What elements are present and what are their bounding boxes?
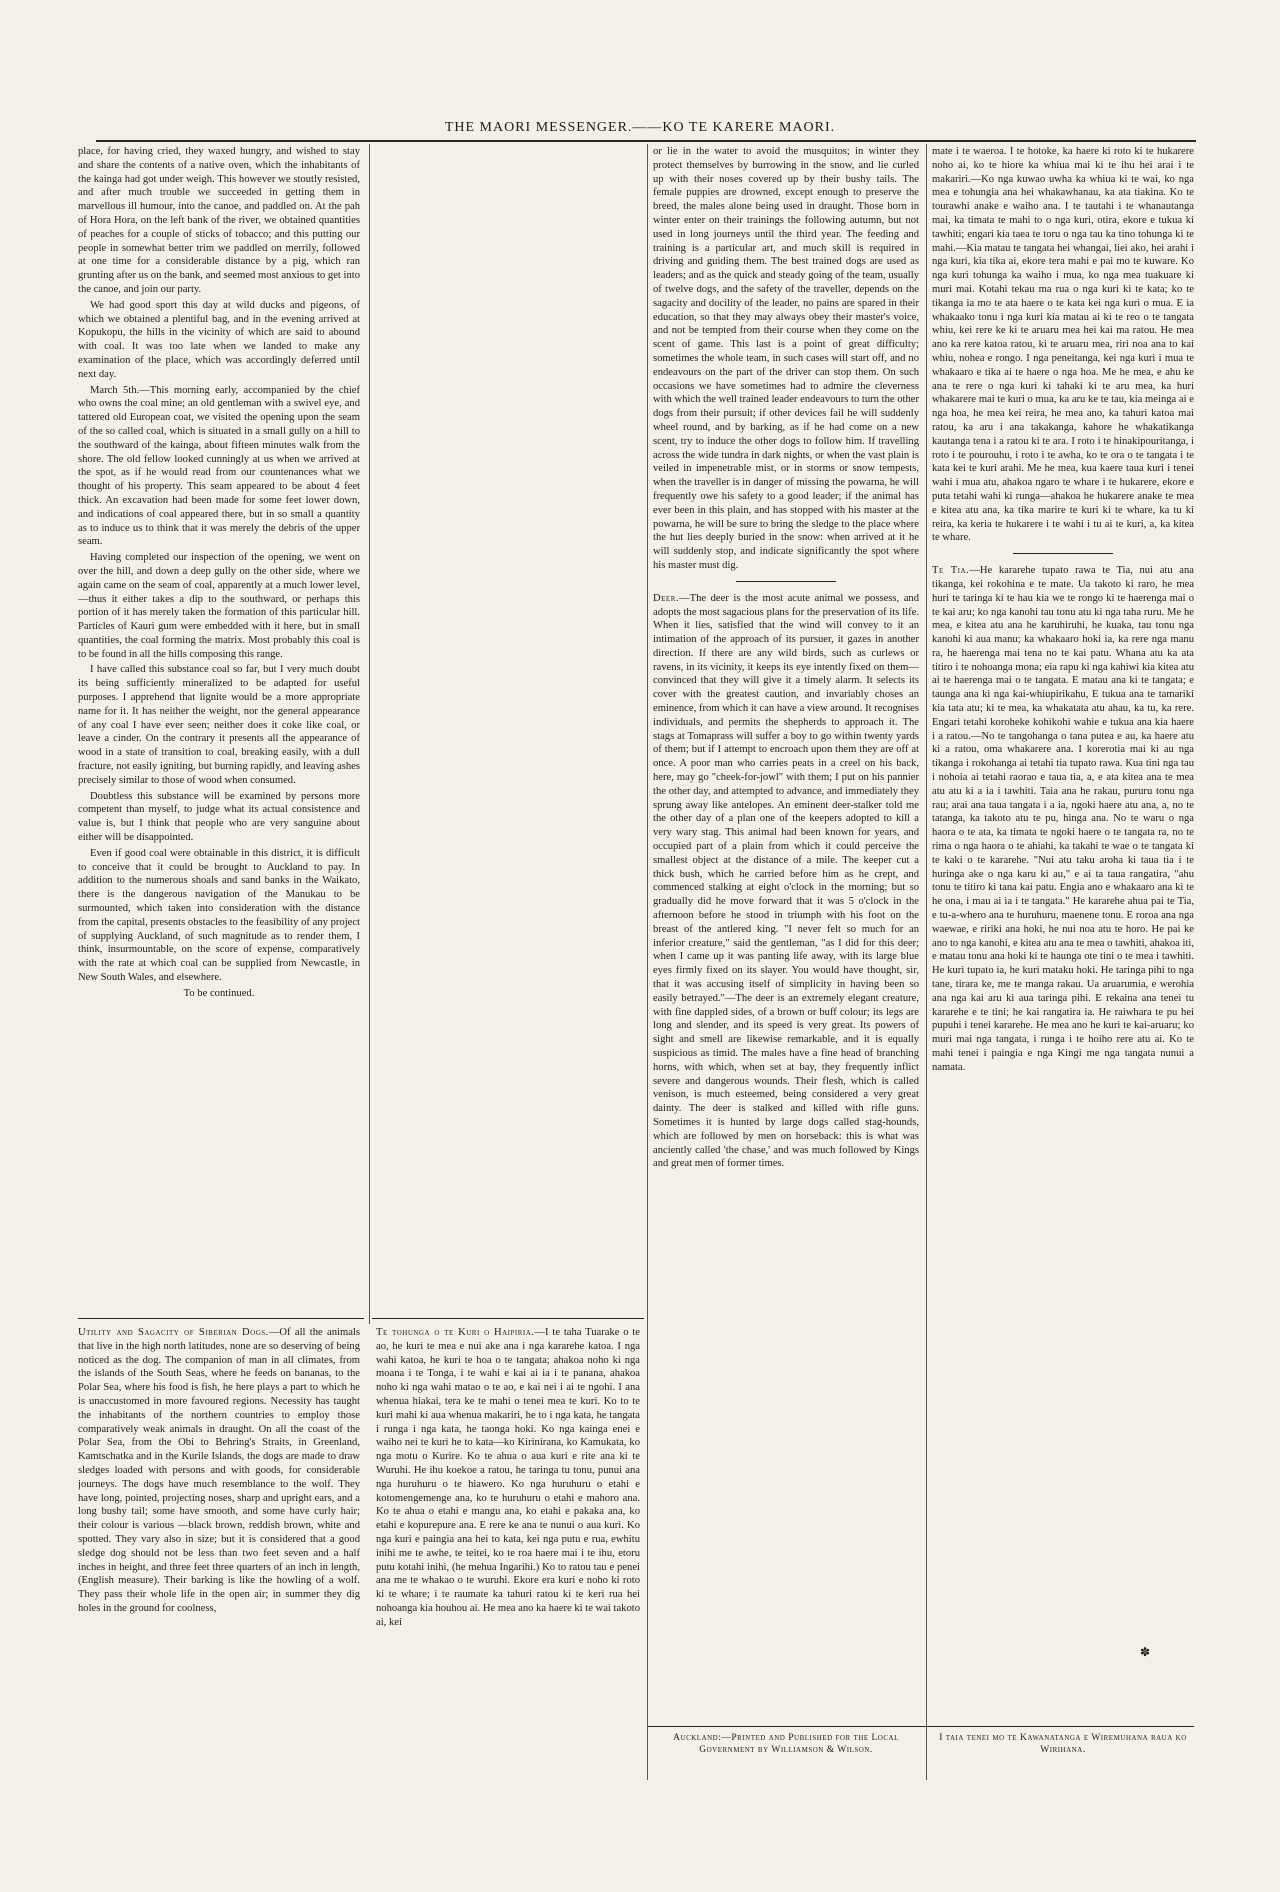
article-heading: Utility and Sagacity of Siberian Dogs. [78,1327,269,1338]
journal-paragraph: Doubtless this substance will be examined by persons more competent than myself, to judge what its actual consistence and value is, but I think that people who are very sanguine about either will be disappointed. [78,790,360,844]
masthead-title: THE MAORI MESSENGER.——KO TE KARERE MAORI. [444,120,836,135]
article-kuri-me-te-tia [932,145,1194,1645]
article-kuri-o-haipiria [376,1326,640,1780]
printers-ornament-icon: ✽ [1140,1645,1151,1659]
to-be-continued: To be continued. [183,987,255,999]
article-dogs-and-deer [653,145,919,1781]
article-text: —I te taha Tuarake o te ao, he kuri te mea e nui ake ana i nga kararehe katoa. I nga wahi katoa, he kuri te hoa o te tangata; ahakoa noho ki nga moana i te Tonga, i te wahi e kai ai ia i te panana, ahakoa noho ki nga wahi matao o te ao, e kai nei i ai te ngohi. I ana whenua hiakai, tera ke te mahi o tenei mea te kuri. Ko to te kuri mahi ki aua whenua makariri, he to i nga kata, he tangata i runga i nga kata, he taonga hoki. Ko nga kainga enei e waiho nei te kuri he to kata—ko Kirinirana, ko Kamukata, ko nga motu o Kurire. Ko te ahua o aua kuri e rite ana ki te Wuruhi. He ihu koekoe a ratou, he taringa tu tonu, punui ana nga huruhuru o te hiawero. Ko nga huruhuru o etahi e kotomengemenge ana, ko te huruhuru o etahi e mahoro ana. Ko te ahua o etahi e mangu ana, ko etahi e pakaka ana, ko etahi e kopurepure ana. E rere ke ana te nunui o aua kuri. Ko nga kuri e paingia ana hei to kata, kei nga putu e rua, ewhitu inihi me te awhe, te teitei, ko te roa haere mai i te ihu, etoru putu kotahi inihi, (he mehua Ingarihi.) Ko to ratou tau e penei ana me te whakao o te wuruhi. Ekore era kuri e noho ki roto ki te whare; i te raumate ka tahuri ratou ki te keri rua hei nohoanga kia houhou ai. He mea ano ka haere ki te wai takoto ai, kei [376,1327,640,1628]
imprint-text: I taia tenei mo te Kawanatanga e Wiremuhana raua ko Wirihana. [939,1733,1187,1755]
article-heading: Te tohunga o te Kuri o Haipiria. [376,1327,535,1338]
article-siberian-dogs [78,1326,360,1780]
article-text: —He kararehe tupato rawa te Tia, nui atu ana tikanga, kei rokohina e te mate. Ua takoto ki raro, he mea huri te taringa ki te hau kia we te rongo ki te haerenga mai o te kai aru; ko nga kanohi tau tonu atu ki nga taha ruru. Me he mea, e kitea atu ana he karuhiruhi, he kuaka, tau tonu nga kanohi ki aua manu; ka whakaaro hoki ia, ka rere nga manu ra, he haerenga mai tena no te kai patu. Whana atu ka ata titiro i te nohoanga mona; eia rapu ki nga kahiwi kia kitea atu ai te haerenga mai o te tangata. E matau ana ki te tangata; e taunga ana ki nga kai-whiupirikahu, E tukua ana te tamariki kia tata atu; ki te mea, ka whakatata atu ahau, ka tu, ka rere. Engari tetahi koroheke kohikohi wahie e tukua ana kia haere i a ratou.—No te tangohanga o tana putea e au, ka haere atu ki a ratou, oma whakarere ana. I korerotia mai ki au nga tikanga i rokohanga ai tetahi tia tupato rawa. Kua tini nga tau i nohoia ai tetahi raorao e taua tia, a, e ata kitea ana te mea atu atu ki a ia i tawhiti. Taia ana he rakau, pururu tonu nga rau; arai ana taua tangata i a ia, ngoki haere atu ana, a, no te tatanga, ka takoto atu te pu, hinga ana. No te waru o nga haora o te ata, ka timata te ngoki haere o te tangata ra, no te rima o nga haora o te ahiahi, ka takahi te wae o te tangata ki te kaki o te kararehe. "Nui atu taku aroha ki taua tia i te huringa ake o nga karu ki au," e ai ta taua rangatira, "ahu tonu te titiro ki tana kai patu. Engia ano e whakaaro ana ki te he ona, i mau ai ia i te tangata." He kararehe ahua pai te Tia, e tu-a-whero ana te huruhuru, maenene tonu. E roroa ana nga waewae, e ririki ana hoki, he nui noa atu te horo. He pai ke ano to nga kanohi, e kitea atu ana te mea o tawhiti, ahakoa iti, e matau tonu ana hoki ki te haunga ote tini o te mea i tawhiti. He kuri tupato ia, he kuri mataku hoki. He taringa pihi to nga tane, tirara ke, me te manga rakau. Ua aruarumia, e werohia ana nga kai aru ki aua taringa pihi. E rekaina ana tenei tu kararehe e te tini; he kai rangatira ia. He raiwhara te pu hei pupuhi i tenei kararehe. He mea ano he kuri te kai-aruaru; ko muri mai nga tangata, i runga i te hoiho rere atu ai. Ko te mahi tenei i paingia e nga Kingi me nga tangata nunui a namata. [932,565,1194,1073]
imprint-english [653,1732,919,1756]
divider-rule [78,1318,364,1319]
article-text: mate i te waeroa. I te hotoke, ka haere ki roto ki te hukarere noho ai, ko te hiore ka whiua mai ki te ihu hei arai i te makariri.—Ko nga kuwao uwha ka whiua ki te wai, ko nga mea e tohungia ana hei whakawhanau, ka ata tiakina. Ko te tourawhi anake e waiho ana. I te tautahi i te whanautanga mai, ka timata te mahi to o nga kuri, otira, ekore e tukua ki tawhiti; engari kia taea te toru o nga tau ka tino tohunga ki te mahi.—Kia matau te tangata hei whangai, liei ako, hei arahi i nga kuri, kia tika ai, ekore tera mahi e pai mo te kuware. Ko nga kuri tohunga ka waiho i mua, ko nga mea tuakuare ki muri mai. Kotahi tekau ma rua o nga kuri ki te kata; ko te tikanga ia mo te ata haere o te kata kei nga kuri o mua. E ia whakaako tonu i nga kuri kia matau ai ki te reo o te tangata whiu, kei rere ke ki te aruaru mea hei kai ma ratou. He mea ano ka rere katoa ratou, ki te aruaru mea, riri noa ana to kai whiu, nohea e rongo. I nga peneitanga, kei nga kuri i mua te whakaaro e tika ai te haere o nga hoa. Me he mea, e ahu ke ana te rere o nga kuri ki tahaki ki te aru mea, ka huri whakarere mai te kuri o mua, ka aru ke te tau, kia meinga ai e nga hoa, he mea kei reira, he mea ano, ka tahuri katoa mai ratou, ka aru i ana takakanga, kahore he whakatikanga kautanga tena i a ratou ki te ara. I roto i te hinakipouritanga, i roto i te pourouhu, i roto i te awha, ko te ora o te tangata i te kata kei te kuri arahi. Me he mea, kua kaere taua kuri i tenei wahi i mua atu, ahakoa ngaro te whare i te hukarere, ekore e puta tetahi wahi ki runga—ahakoa he hukarere anake te mea e kitea atu ana, ka tika marire te kuri ki te whare, ka tu ki reira, ka keria te hukarere i te wahi i tu ai te kuri, a, ka kitea te whare. [932,146,1194,544]
column-rule-2 [647,144,648,1780]
article-heading: Te Tia. [932,565,970,577]
journal-paragraph: I have called this substance coal so far, but I very much doubt its being sufficiently mineralized to be adapted for useful purposes. I apprehend that lignite would be a more appropriate name for it. It has neither the weight, nor the general appearance of any coal I have ever seen; neither does it coke like coal, or leave a cinder. On the contrary it presents all the appearance of wood in a state of transition to coal, breaking easily, with a dull fracture, not easily igniting, but burning rapidly, and leaving ashes precisely similar to those of wood when consumed. [78,664,360,786]
column-rule-1 [369,144,370,1324]
divider-rule [736,581,836,582]
journal-paragraph: Having completed our inspection of the opening, we went on over the hill, and down a deep gully on the other side, where we again came on the seam of coal, apparently at a much lower level,—thus it either takes a dip to the southward, or perhaps this portion of it has merely taken the formation of this particular hill. Particles of Kauri gum were embedded with it here, but in small quantities, the coal forming the matrix. Most probably this coal is to be found in all the hills composing this range. [78,552,360,660]
column-rule-3 [926,144,927,1780]
imprint-text: Auckland:—Printed and Published for the Local Government by Williamson & Wilson. [673,1733,899,1755]
article-text: —Of all the animals that live in the high north latitudes, none are so deserving of being noticed as the dog. The companion of man in all climates, from the islands of the South Seas, where he feeds on bananas, to the Polar Sea, where his food is fish, he here plays a part to which he is unaccustomed in more favoured regions. Necessity has taught the inhabitants of the northern countries to employ those comparatively weak animals in draught. On all the coast of the Polar Sea, from the Obi to Behring's Straits, in Greenland, Kamtschatka and in the Kurile Islands, the dogs are made to draw sledges loaded with persons and with goods, for considerable journeys. The dogs have much resemblance to the wolf. They have long, pointed, projecting noses, sharp and upright ears, and a long bushy tail; some have smooth, and some have curly hair; their colour is various —black brown, reddish brown, white and spotted. They vary also in size; but it is considered that a good sledge dog should not be less than two feet seven and a half inches in height, and three feet three quarters of an inch in length, (English measure). Their barking is like the howling of a wolf. They pass their whole life in the open air; in summer they dig holes in the ground for coolness, [78,1327,360,1614]
article-heading: Deer. [653,592,680,604]
masthead-rule [96,140,1196,142]
journal-paragraph: place, for having cried, they waxed hungry, and wished to stay and share the contents of a native oven, which the inhabitants of the kainga had got under weigh. This however we stoutly resisted, and after much trouble we succeeded in getting them in marvellous ill humour, into the canoe, and paddled on. At the pah of Hora Hora, on the left bank of the river, we obtained quantities of peaches for a couple of sticks of tobacco; and this putting our people in somewhat better trim we paddled on merrily, followed at one time for a considerable distance by a pig, which ran grunting after us on the bank, and seemed most anxious to get into the canoe, and join our party. [78,146,360,295]
masthead [0,120,1280,136]
imprint-maori [932,1732,1194,1756]
divider-rule [1013,553,1113,554]
article-text: —The deer is the most acute animal we possess, and adopts the most sagacious plans for the preservation of its life. When it lies, satisfied that the wind will convey to it an intimation of the approach of its pursuer, it gazes in another direction. If there are any wild birds, such as curlews or ravens, in its vicinity, it keeps its eye intently fixed on them—convinced that they will give it a timely alarm. It selects its cover with the greatest caution, and invariably choses an eminence, from which it can have a view around. It recognises individuals, and permits the shepherds to approach it. The stags at Tomaprass will suffer a boy to go within twenty yards of them; but if I attempt to encroach upon them they are off at once. A poor man who carries peats in a creel on his back, here, may go "cheek-for-jowl" with them; I put on his pannier the other day, and attempted to advance, and immediately they sprung away like antelopes. An eminent deer-stalker told me the other day of a plan one of the keepers adopted to kill a very wary stag. This animal had been known for years, and occupied part of a plain from which it could perceive the smallest object at the distance of a mile. The keeper cut a thick bush, which he carried before him as he crept, and commenced stalking at eight o'clock in the morning; but so gradually did he move forward that it was 5 o'clock in the afternoon before he stood in triumph with his foot on the breast of the antlered king. "I never felt so much for an inferior creature," said the gentleman, "as I did for this deer; when I came up it was panting life away, with its large blue eyes firmly fixed on its slayer. You would have thought, sir, that it was accusing itself of simplicity in having been so easily betrayed."—The deer is an extremely elegant creature, with fine dappled sides, of a brown or buff colour; its legs are long and slender, and its speed is very great. Its powers of sight and smell are likewise remarkable, and it is equally suspicious as timid. The males have a fine head of branching horns, with which, when set at bay, they frequently inflict severe and dangerous wounds. Their flesh, which is called venison, is much esteemed, being considered a very great dainty. The deer is stalked and killed with rifle guns. Sometimes it is hunted by large dogs called stag-hounds, which are followed by men on horseback: this is what was anciently called 'the chase,' and was much followed by Kings and great men of former times. [653,592,919,1170]
article-journal [78,145,360,1305]
journal-paragraph: March 5th.—This morning early, accompanied by the chief who owns the coal mine; an old gentleman with a swivel eye, and tattered old European coat, we visited the opening upon the seam of the so called coal, which is situated in a small gully on a hill to the southward of the kainga, about fifteen minutes walk from the shore. The old fellow looked cunningly at us when we arrived at the spot, as if he would read from our countenances what we thought of his property. This seam appeared to be about 4 feet thick. An excavation had been made for some feet lower down, and indications of coal appeared there, but in so small a quantity as to induce us to think that it was merely the debris of the upper seam. [78,384,360,548]
journal-paragraph: We had good sport this day at wild ducks and pigeons, of which we obtained a plentiful bag, and in the evening arrived at Kopukopu, the hills in the vicinity of which are said to abound with coal. It was too late when we landed to make any examination of the place, which was accordingly deferred until next day. [78,299,360,380]
imprint-rule [648,1726,1194,1727]
journal-paragraph: Even if good coal were obtainable in this district, it is difficult to conceive that it could be brought to Auckland to pay. In addition to the numerous shoals and sand banks in the Waikato, there is the dangerous navigation of the Manukau to be surmounted, which taken into consideration with the distance from the capital, presents obstacles to the feasibility of any project of supplying Auckland, of such magnitude as to render them, I think, insurmountable, on the score of expense, comparatively with the rate at which coal can be supplied from Newcastle, in New South Wales, and elsewhere. [78,847,360,984]
divider-rule [372,1318,644,1319]
article-text: or lie in the water to avoid the musquitos; in winter they protect themselves by burrowing in the snow, and lie curled up with their noses covered up by their bushy tails. The female puppies are drowned, except enough to preserve the breed, the males alone being used in draught. Those born in winter enter on their trainings the following autumn, but not used in long journeys until the third year. The feeding and training is a particular art, and much skill is required in driving and guiding them. The best trained dogs are used as leaders; and as the quick and steady going of the team, usually of twelve dogs, and the safety of the traveller, depends on the sagacity and docility of the leader, no pains are spared in their education, so that they may always obey their master's voice, and not be tempted from their course when they come on the scent of game. This last is a point of great difficulty; sometimes the whole team, in such cases will start off, and no endeavours on the part of the driver can stop them. On such occasions we have sometimes had to admire the cleverness with which the well trained leader endeavours to turn the other dogs from their pursuit; if other devices fail he will suddenly wheel round, and by barking, as if he had come on a new scent, try to induce the other dogs to follow him. If travelling across the wide tundra in dark nights, or when the vast plain is veiled in impenetrable mist, or in storms or snow tempests, when the traveller is in danger of missing the powarna, he will frequently owe his safety to a good leader; if the animal has ever been in this plain, and has stopped with his master at the powarna, he will be sure to bring the sledge to the place where the hut lies deeply buried in the snow: when arrived at it he will suddenly stop, and indicate significantly the spot where his master must dig. [653,146,919,571]
